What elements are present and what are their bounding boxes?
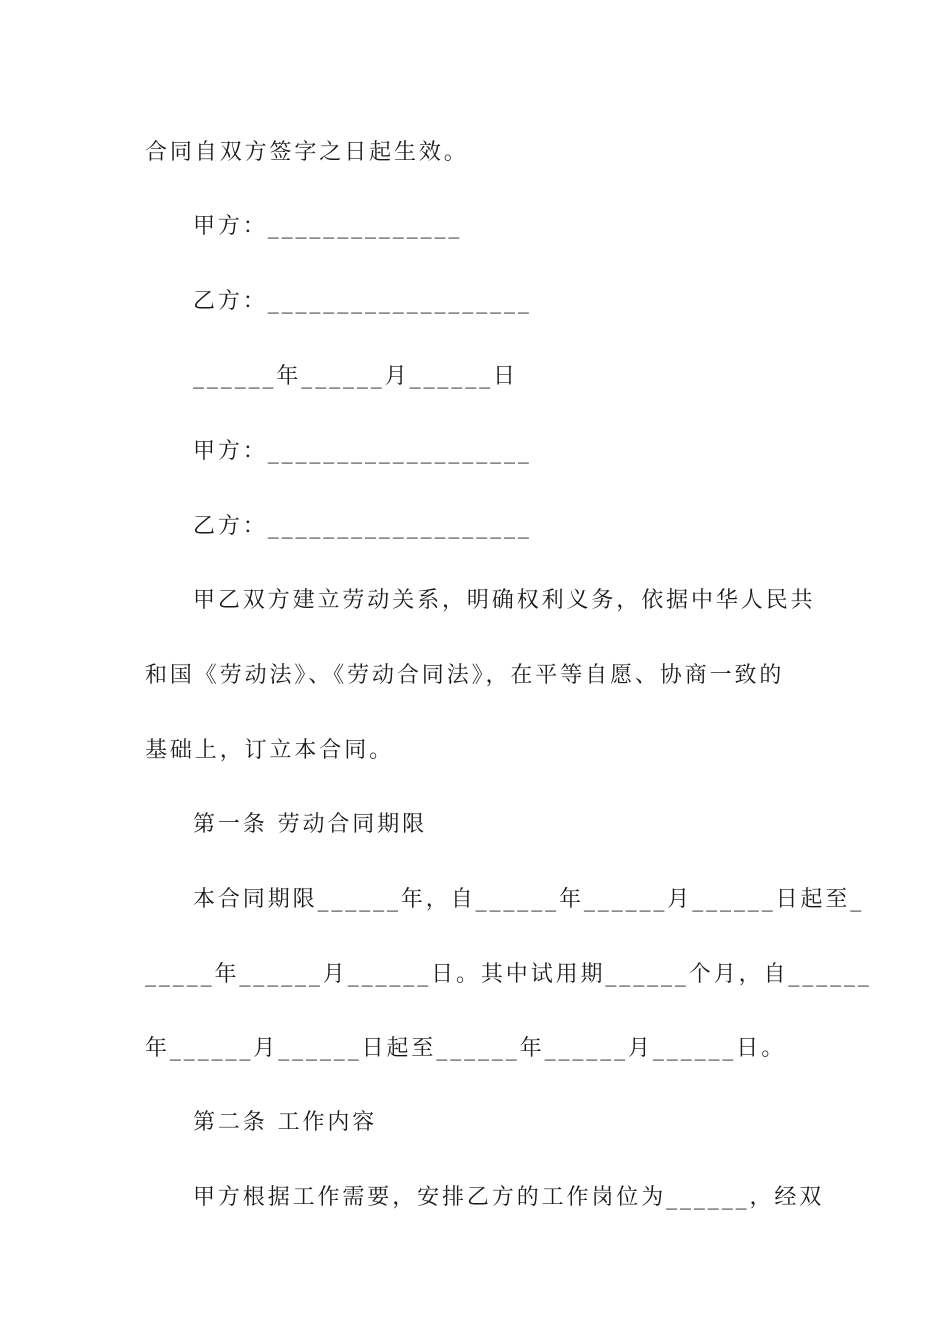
article-1-line-2: _____年______月______日。其中试用期______个月，自______	[145, 962, 872, 987]
article-1-line-1: 本合同期限______年，自______年______月______日起至_	[193, 887, 865, 912]
article-1-line-3: 年______月______日起至______年______月______日。	[145, 1036, 787, 1061]
article-2-heading: 第二条 工作内容	[193, 1110, 378, 1135]
party-a-field: 甲方：___________________	[193, 439, 532, 464]
article-1-heading: 第一条 劳动合同期限	[193, 812, 427, 837]
preamble-line-1: 甲乙双方建立劳动关系，明确权利义务，依据中华人民共	[193, 588, 816, 613]
preamble-line-2: 和国《劳动法》、《劳动合同法》，在平等自愿、协商一致的	[145, 663, 785, 688]
article-2-line-1: 甲方根据工作需要，安排乙方的工作岗位为______，经双	[193, 1185, 825, 1210]
party-b-field: 乙方：___________________	[193, 514, 532, 539]
preamble-line-3: 基础上，订立本合同。	[145, 738, 395, 763]
party-b-signature-line: 乙方：___________________	[193, 289, 532, 314]
effective-clause: 合同自双方签字之日起生效。	[145, 140, 469, 165]
signing-date-line: ______年______月______日	[193, 364, 518, 389]
party-a-signature-line: 甲方：______________	[193, 214, 463, 239]
